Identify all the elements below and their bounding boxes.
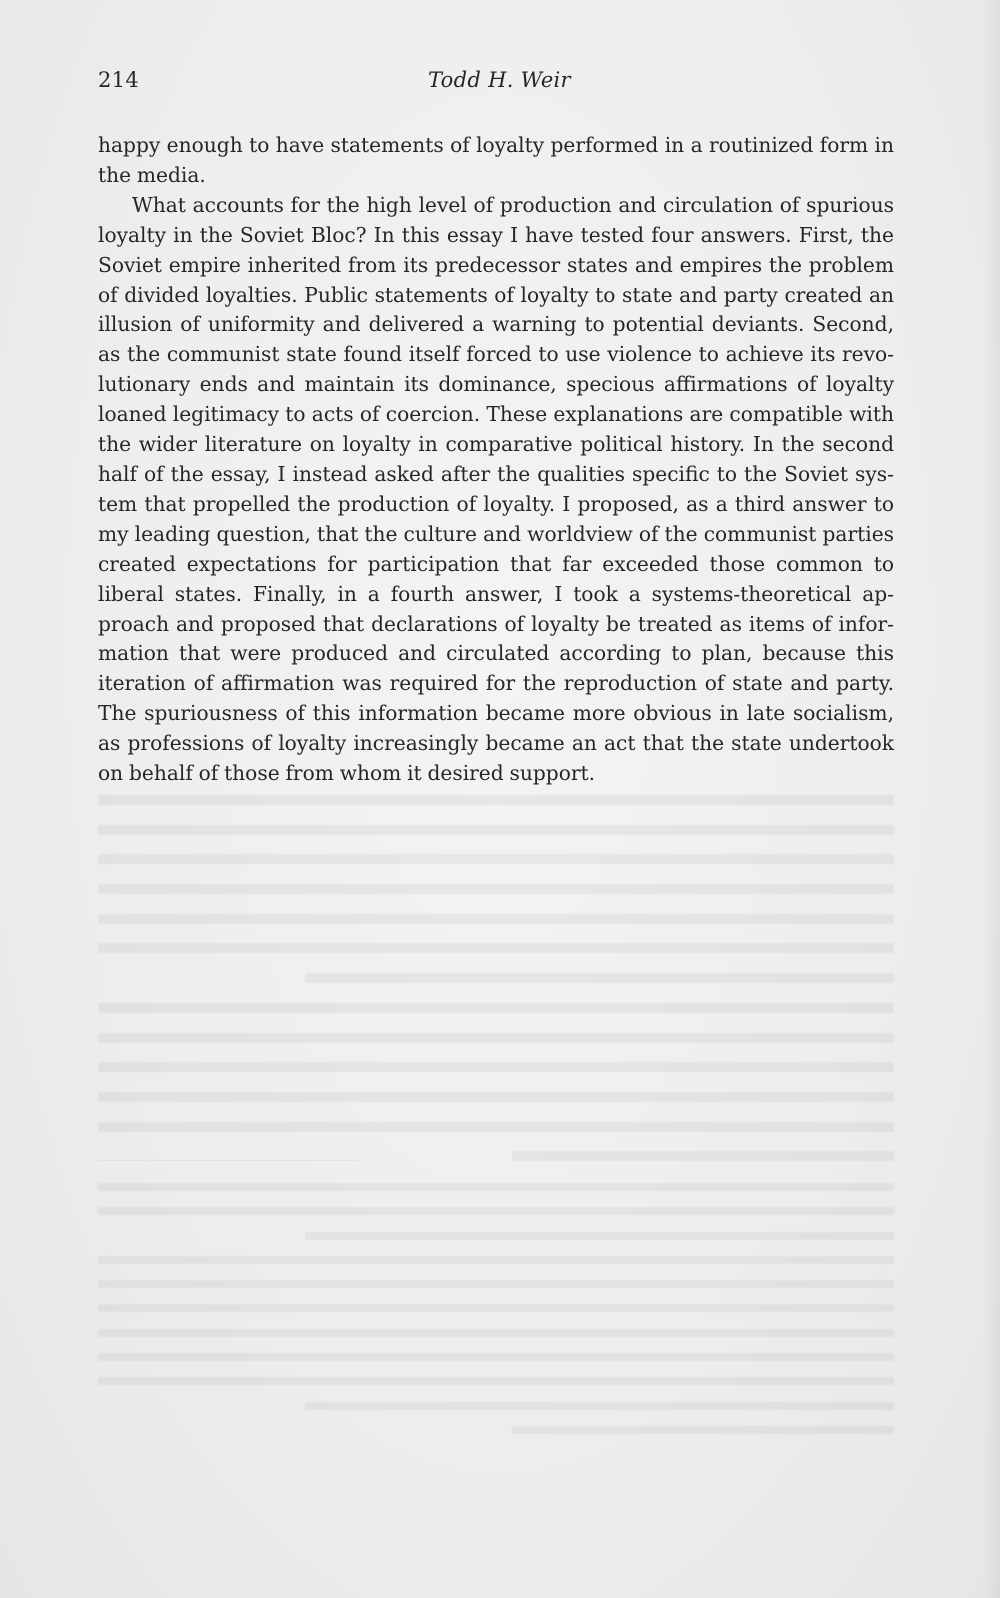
page-number: 214 [98,68,139,92]
paragraph-continued: happy enough to have statements of loyalty performed in a routinized form in the media. [98,133,894,187]
paragraph-conclusion: What accounts for the high level of production and circulation of spurious loyalty in the Soviet Bloc? In this essay I have tested four answers. First, the Soviet empire inherited from its predecessor states and empires the problem of divided loyalties. Public statements of loyalty to state and party created an illusion of uniformity and delivered a warning to potential deviants. Second, as the communist state found itself forced to use violence to achieve its revolutionary ends and maintain its dominance, specious affirmations of loyalty loaned legitimacy to acts of coercion. These explanations are compatible with the wider literature on loyalty in comparative political history. In the second half of the essay, I instead asked after the qualities specific to the Soviet system that propelled the production of loyalty. I proposed, as a third answer to my leading question, that the culture and worldview of the communist parties created expectations for participation that far exceeded those common to liberal states. Finally, in a fourth answer, I took a systems-theoretical approach and proposed that declarations of loyalty be treated as items of information that were produced and circulated according to plan, because this iteration of affirmation was required for the reproduction of state and party. The spuriousness of this information became more obvious in late socialism, as professions of loyalty increasingly became an act that the state undertook on behalf of those from whom it desired support. [98,192,894,786]
body-text [98,131,894,789]
page-header [98,68,894,102]
running-head-author: Todd H. Weir [428,68,571,92]
page-edge-shadow [982,0,1000,1598]
bleed-through-rule [98,1160,358,1161]
bleed-through-notes [98,1183,894,1450]
bleed-through-text [98,795,894,1181]
